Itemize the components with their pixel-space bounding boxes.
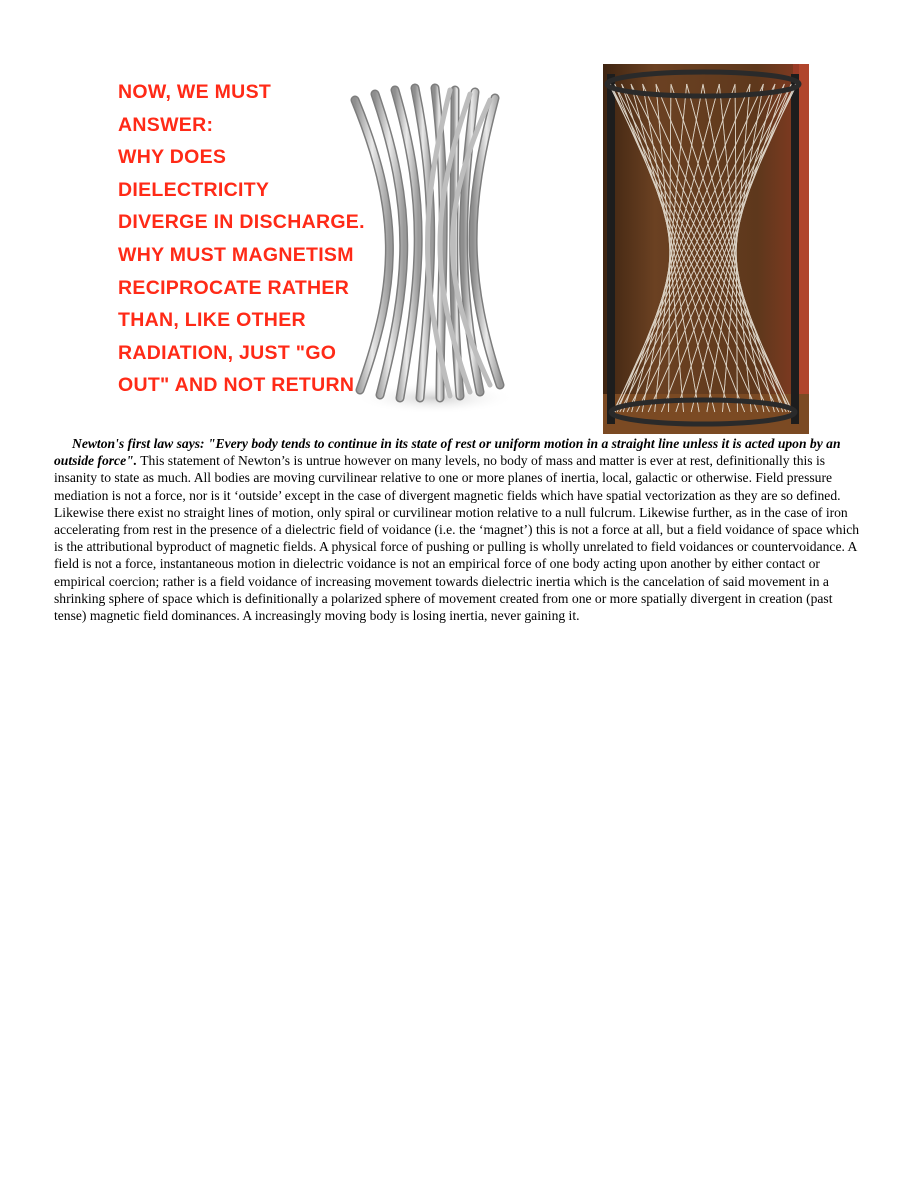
headline-line: WHY MUST MAGNETISM [118, 243, 354, 266]
headline-line: THAN, LIKE OTHER [118, 309, 306, 332]
body-paragraph [54, 435, 862, 624]
paragraph-lead-quote: Newton's first law says: "Every body tends to continue in its state of rest or uniform motion in a straight line unless it is acted upon by an outside force". [54, 436, 841, 469]
headline-line: OUT" AND NOT RETURN [118, 374, 355, 397]
headline-line: RADIATION, JUST "GO [118, 341, 337, 364]
headline-graphic [110, 70, 550, 415]
headline-line: DIELECTRICITY [118, 178, 270, 201]
headline-line: ANSWER: [118, 113, 214, 136]
headline [118, 76, 418, 402]
string-hyperboloid-image [603, 64, 809, 434]
headline-line: DIVERGE IN DISCHARGE. [118, 211, 365, 234]
headline-line: RECIPROCATE RATHER [118, 276, 350, 299]
headline-line: NOW, WE MUST [118, 81, 272, 103]
headline-line: WHY DOES [118, 146, 227, 169]
string-hyperboloid-photo [603, 64, 809, 434]
paragraph-body: This statement of Newton’s is untrue however on many levels, no body of mass and matter is ever at rest, definitionally this is insanity to state as much. All bodies are moving curvilinear relative to one or more planes of inertia, local, galactic or otherwise. Field pressure mediation is not a force, nor is it ‘outside’ except in the case of divergent magnetic fields which have spatial vectorization as they are so defined. Likewise there exist no straight lines of motion, only spiral or curvilinear motion relative to a null fulcrum. Likewise further, as in the case of iron accelerating from rest in the presence of a dielectric field of voidance (i.e. the ‘magnet’) this is not a force at all, but a field voidance of space which is the attributional byproduct of magnetic fields. A physical force of pushing or pulling is wholly unrelated to field voidances or countervoidance. A field is not a force, instantaneous motion in dielectric voidance is not an empirical force of one body acting upon another by either contact or empirical coercion; rather is a field voidance of increasing movement towards dielectric inertia which is the cancelation of said movement in a shrinking sphere of space which is definitionally a polarized sphere of movement created from one or more spatially divergent in creation (past tense) magnetic field dominances. A increasingly moving body is losing inertia, never gaining it. [54, 453, 860, 624]
